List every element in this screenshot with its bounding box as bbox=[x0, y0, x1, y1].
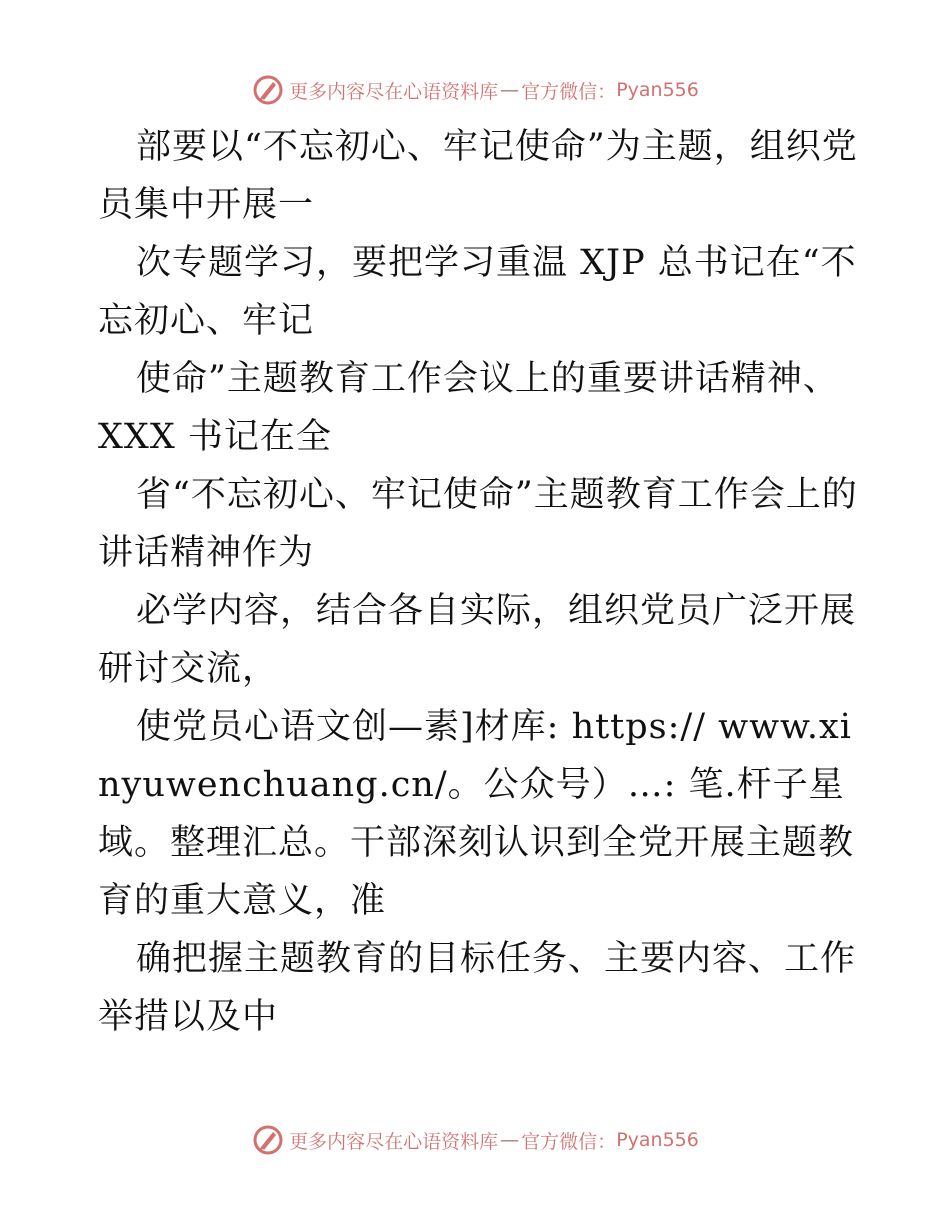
watermark-wechat-label: 官方微信： bbox=[521, 1130, 617, 1153]
paragraph: 使命”主题教育工作会议上的重要讲话精神、XXX 书记在全 bbox=[98, 359, 839, 457]
paragraph: 部要以“不忘初心、牢记使命”为主题，组织党员集中开展一 bbox=[98, 127, 858, 225]
paragraph: 必学内容，结合各自实际，组织党员广泛开展研讨交流， bbox=[98, 591, 857, 689]
watermark-brand: 更多内容尽在心语资料库 bbox=[289, 1130, 499, 1153]
paragraph: 确把握主题教育的目标任务、主要内容、工作举措以及中 bbox=[98, 939, 857, 1037]
paragraph: 次专题学习，要把学习重温 XJP 总书记在“不忘初心、牢记 bbox=[98, 243, 857, 341]
watermark-brand: 更多内容尽在心语资料库 bbox=[289, 80, 499, 103]
footer-watermark bbox=[0, 1120, 950, 1160]
paragraph: 省“不忘初心、牢记使命”主题教育工作会上的讲话精神作为 bbox=[98, 475, 858, 573]
watermark-wechat-id: Pyan556 bbox=[616, 1129, 699, 1151]
document-body bbox=[98, 118, 858, 1046]
header-watermark bbox=[0, 70, 950, 110]
brush-logo-icon bbox=[251, 1123, 285, 1157]
watermark-separator: — bbox=[500, 1129, 520, 1151]
brush-logo-icon bbox=[251, 73, 285, 107]
paragraph: 使党员心语文创—素]材库: https:// www.xinyuwenchuang.cn/。公众号）…: 笔.杆子星域。整理汇总。干部深刻认识到全党开展主题教育的重大意义，准 bbox=[98, 707, 855, 921]
watermark-wechat-label: 官方微信： bbox=[521, 80, 617, 103]
watermark-wechat-id: Pyan556 bbox=[616, 79, 699, 101]
watermark-separator: — bbox=[500, 79, 520, 101]
